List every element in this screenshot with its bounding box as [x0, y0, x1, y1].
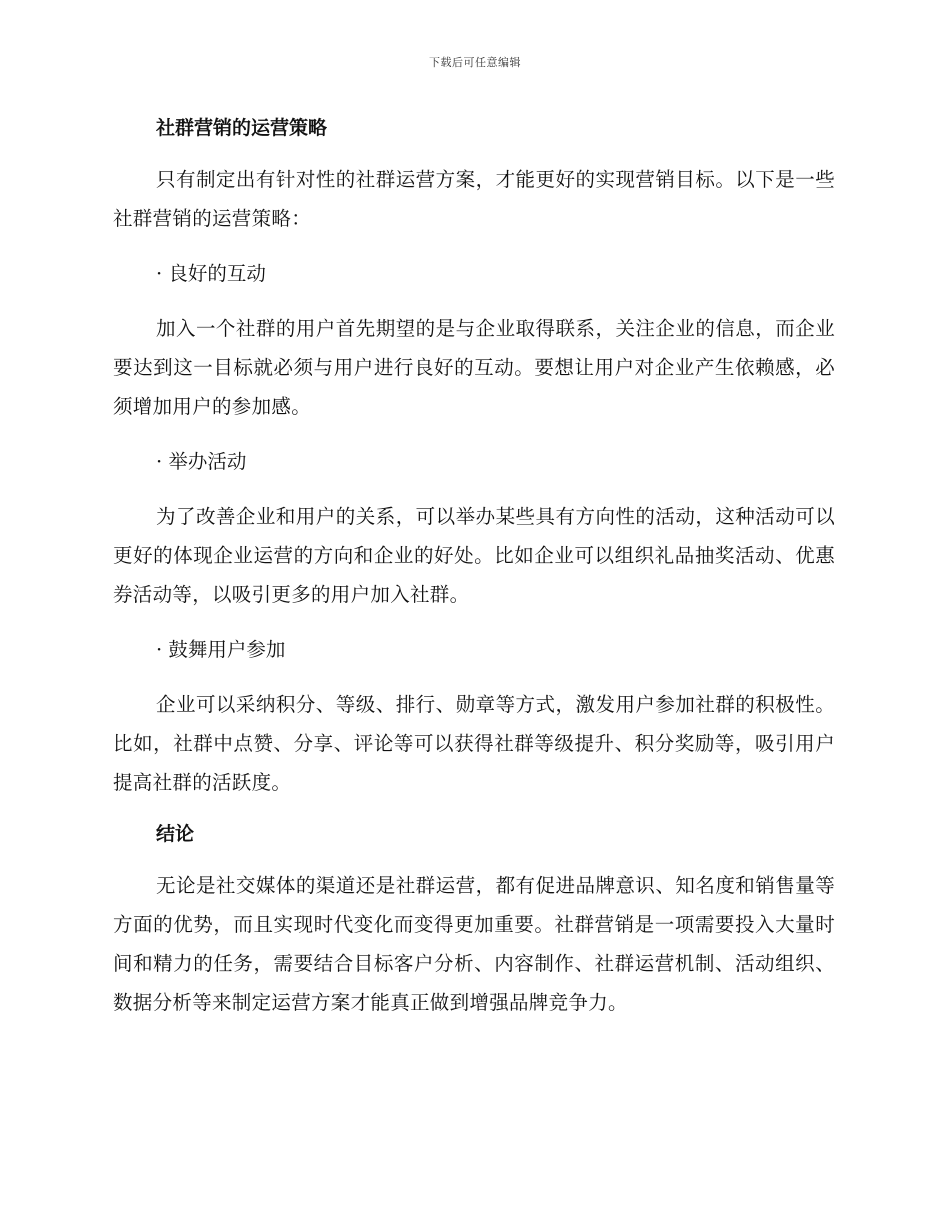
intro-paragraph: 只有制定出有针对性的社群运营方案，才能更好的实现营销目标。以下是一些社群营销的运营策略： — [113, 168, 835, 230]
section-heading-conclusion: 结论 — [156, 823, 195, 845]
bullet-body-interaction: 加入一个社群的用户首先期望的是与企业取得联系，关注企业的信息，而企业要达到这一目标就必须与用户进行良好的互动。要想让用户对企业产生依赖感，必须增加用户的参加感。 — [113, 317, 835, 418]
bullet-title-activities: · 举办活动 — [156, 450, 247, 473]
bullet-body-activities: 为了改善企业和用户的关系，可以举办某些具有方向性的活动，这种活动可以更好的体现企业运营的方向和企业的好处。比如企业可以组织礼品抽奖活动、优惠券活动等，以吸引更多的用户加入社群。 — [113, 505, 835, 606]
bullet-title-encourage: · 鼓舞用户参加 — [156, 638, 286, 661]
document-body — [113, 110, 835, 1022]
bullet-body-encourage: 企业可以采纳积分、等级、排行、勋章等方式，激发用户参加社群的积极性。比如，社群中点赞、分享、评论等可以获得社群等级提升、积分奖励等，吸引用户提高社群的活跃度。 — [113, 693, 835, 794]
section-heading-strategy: 社群营销的运营策略 — [156, 117, 328, 139]
bullet-title-interaction: · 良好的互动 — [156, 262, 266, 285]
page-header: 下载后可任意编辑 — [429, 56, 521, 69]
conclusion-paragraph: 无论是社交媒体的渠道还是社群运营，都有促进品牌意识、知名度和销售量等方面的优势，而且实现时代变化而变得更加重要。社群营销是一项需要投入大量时间和精力的任务，需要结合目标客户分析、内容制作、社群运营机制、活动组织、数据分析等来制定运营方案才能真正做到增强品牌竞争力。 — [113, 874, 835, 1014]
